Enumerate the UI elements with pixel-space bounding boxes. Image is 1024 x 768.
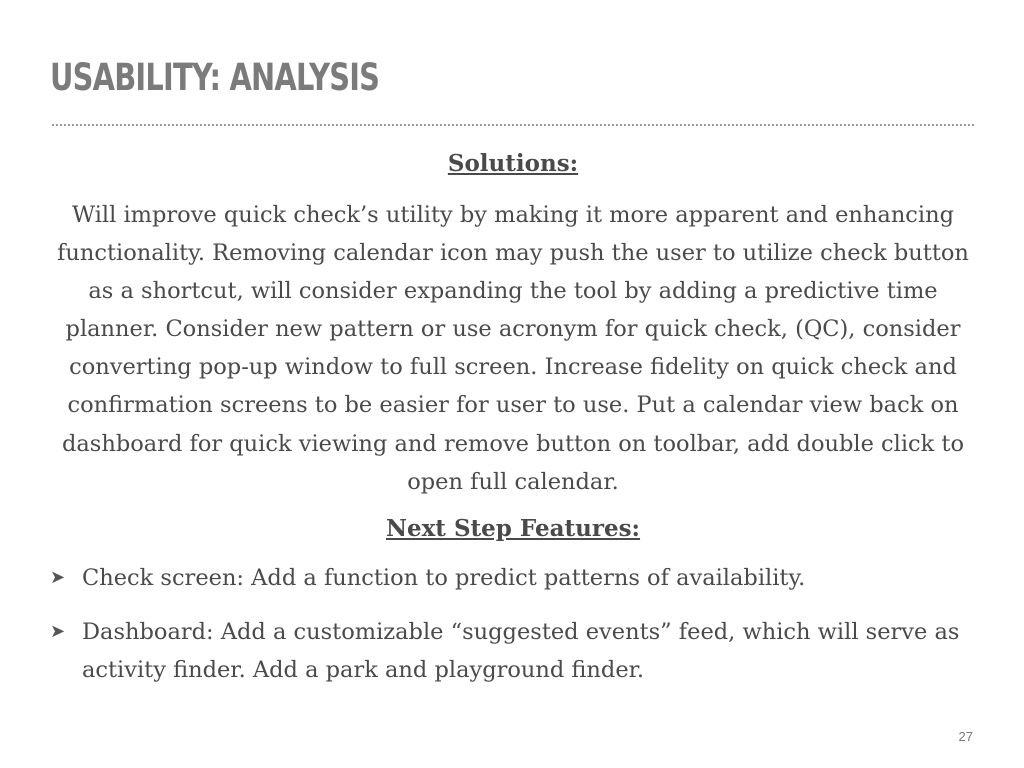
solutions-heading: Solutions:	[447, 150, 579, 177]
page-number: 27	[958, 729, 973, 744]
next-steps-list	[48, 559, 978, 689]
arrow-bullet-icon: ➤	[50, 620, 66, 642]
solutions-body: Will improve quick check’s utility by making it more apparent and enhancing functionality. Removing calendar icon may push the user to utilize check button as a shortcut, will consider expanding the tool by adding a predictive time planner. Consider new pattern or use acronym for quick check, (QC), consider converting pop-up window to full screen. Increase fidelity on quick check and confirmation screens to be easier for user to use. Put a calendar view back on dashboard for quick viewing and remove button on toolbar, add double click to open full calendar.	[57, 202, 969, 495]
list-item	[48, 613, 978, 689]
slide-content	[48, 144, 978, 705]
list-item-text: Check screen: Add a function to predict patterns of availability.	[82, 564, 806, 591]
title-divider	[52, 124, 974, 126]
list-item	[48, 559, 978, 597]
slide-title: USABILITY: ANALYSIS	[50, 56, 380, 99]
arrow-bullet-icon: ➤	[50, 566, 66, 588]
next-steps-heading: Next Step Features:	[385, 514, 641, 542]
list-item-text: Dashboard: Add a customizable “suggested events” feed, which will serve as activity finder. Add a park and playground finder.	[82, 618, 960, 683]
